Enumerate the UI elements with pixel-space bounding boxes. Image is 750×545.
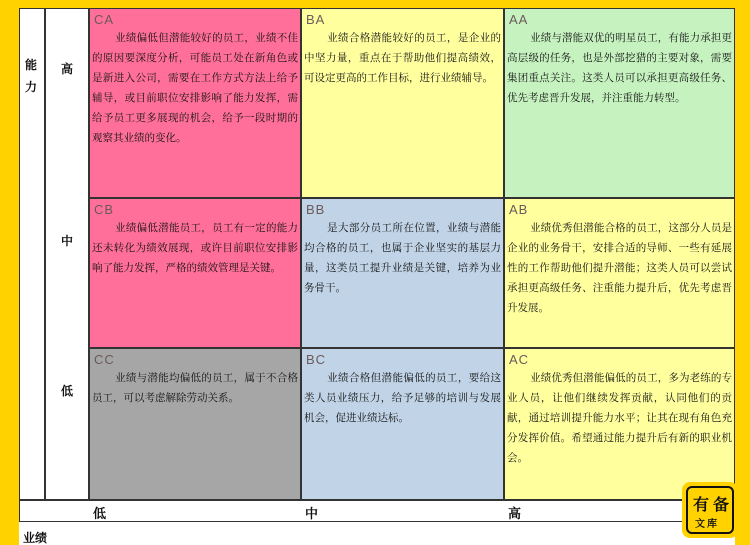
wenku-logo: [682, 482, 738, 538]
cell-text: 业绩与潜能双优的明星员工，有能力承担更高层级的任务，也是外部挖猎的主要对象，需要集团重点关注。这类人员可以承担更高级任务、优先考虑晋升发展，并注重能力转型。: [507, 32, 732, 104]
cell-text: 是大部分员工所在位置，业绩与潜能均合格的员工，也属于企业坚实的基层力量，这类员工提升业绩是关键，培养为业务骨干。: [304, 222, 501, 294]
bottom-axis-low: 低: [93, 507, 107, 522]
cell-code: AA: [509, 12, 529, 27]
cell-code: BA: [306, 12, 326, 27]
cell-ac: [504, 348, 735, 500]
cell-aa: [504, 8, 735, 198]
cell-bc: [301, 348, 504, 500]
logo-char-2: 备: [713, 495, 730, 514]
cell-code: BC: [306, 352, 327, 367]
talent-matrix-sheet: [19, 8, 735, 545]
row-label-low: 低: [61, 384, 74, 398]
bottom-axis-mid: 中: [305, 507, 319, 522]
row-label-mid: 中: [61, 234, 74, 248]
cell-text: 业绩合格潜能较好的员工，是企业的中坚力量，重点在于帮助他们提高绩效，可设定更高的工作目标，进行业绩辅导。: [304, 32, 501, 84]
cell-cb: [89, 198, 301, 348]
cell-code: AC: [509, 352, 530, 367]
cell-code: CA: [94, 12, 115, 27]
cell-code: CC: [94, 352, 115, 367]
performance-axis-label: 业绩: [23, 531, 48, 545]
cell-text: 业绩合格但潜能偏低的员工，要给这类人员业绩压力，给予足够的培训与发展机会，促进业绩达标。: [304, 372, 501, 424]
ability-axis-label: 能力: [25, 58, 38, 94]
cell-code: AB: [509, 202, 529, 217]
level-label-column: [45, 8, 89, 500]
cell-ca: [89, 8, 301, 198]
cell-ba: [301, 8, 504, 198]
cell-text: 业绩偏低但潜能较好的员工，业绩不佳的原因要深度分析，可能员工处在新角色或是新进入公司，需要在工作方式方法上给予辅导，或目前职位安排影响了能力发挥，需给予员工更多展现的机会，给予一段时期的观察其业绩的变化。: [92, 32, 298, 144]
logo-frame: [686, 486, 734, 534]
row-label-high: 高: [61, 62, 74, 76]
cell-cc: [89, 348, 301, 500]
bottom-axis-row: [19, 500, 735, 522]
cell-text: 业绩与潜能均偏低的员工，属于不合格员工，可以考虑解除劳动关系。: [92, 372, 298, 404]
cell-text: 业绩优秀但潜能合格的员工，这部分人员是企业的业务骨干，安排合适的导师、一些有延展性的工作帮助他们提升潜能；这类人员可以尝试承担更高级任务、注重能力提升后，优先考虑晋升发展。: [507, 222, 732, 314]
cell-text: 业绩优秀但潜能偏低的员工，多为老练的专业人员，让他们继续发挥贡献，认同他们的贡献，通过培训提升能力水平；让其在现有角色充分发挥价值。希望通过能力提升后有新的职业机会。: [507, 372, 732, 464]
logo-sub: 文库: [695, 519, 719, 530]
cell-ab: [504, 198, 735, 348]
cell-text: 业绩偏低潜能员工，员工有一定的能力还未转化为绩效展现，或许目前职位安排影响了能力发挥，严格的绩效管理是关键。: [92, 222, 298, 274]
cell-bb: [301, 198, 504, 348]
cell-code: CB: [94, 202, 115, 217]
logo-char-1: 有: [693, 495, 710, 514]
cell-code: BB: [306, 202, 326, 217]
bottom-axis-high: 高: [508, 507, 522, 522]
